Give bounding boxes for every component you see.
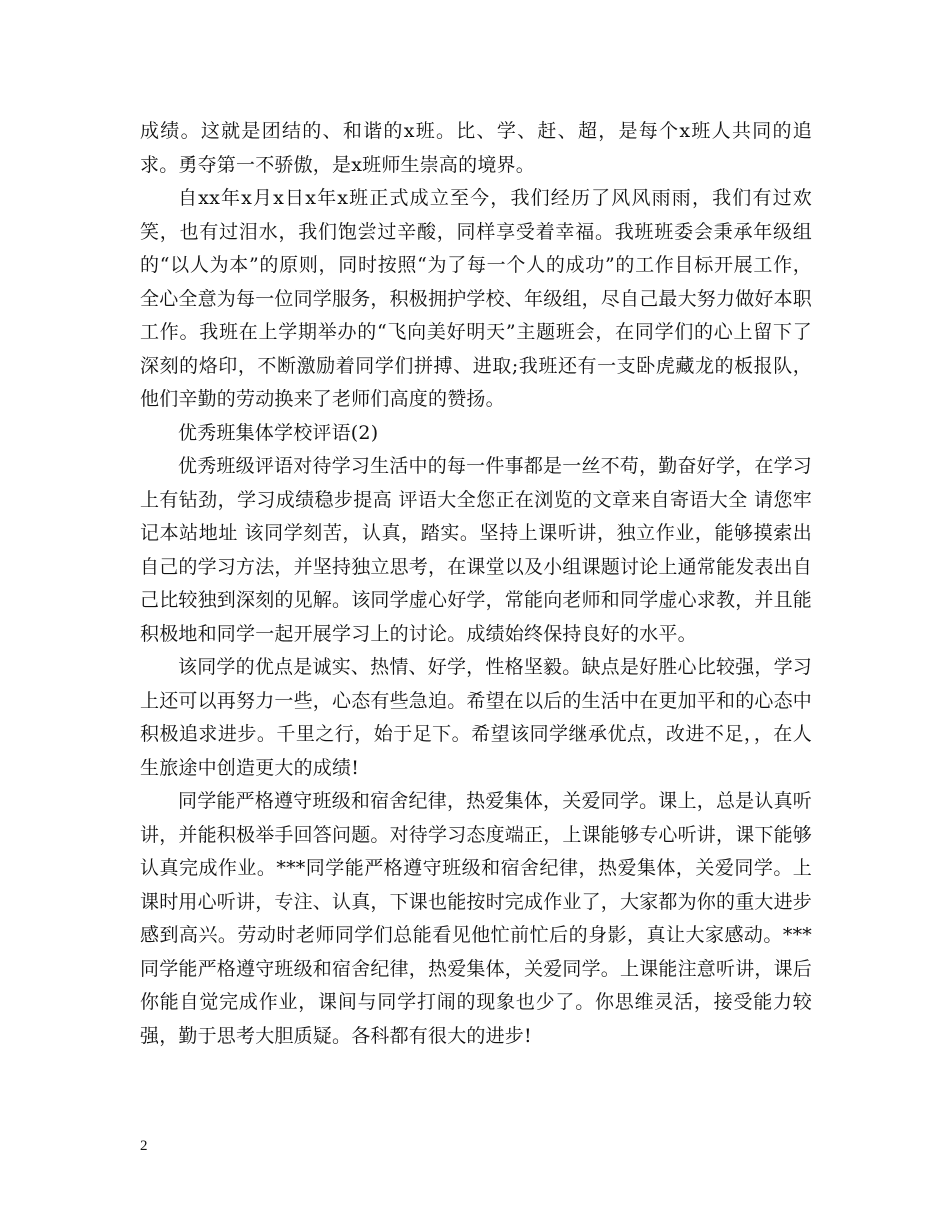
paragraph-2: 自xx年x月x日x年x班正式成立至今，我们经历了风风雨雨，我们有过欢笑，也有过泪水，我们饱尝过辛酸，同样享受着幸福。我班班委会秉承年级组的“以人为本”的原则，同时按照“为了每一个人的成功”的工作目标开展工作，全心全意为每一位同学服务，积极拥护学校、年级组，尽自己最大努力做好本职工作。我班在上学期举办的“飞向美好明天”主题班会，在同学们的心上留下了深刻的烙印，不断激励着同学们拼搏、进取;我班还有一支卧虎藏龙的板报队，他们辛勤的劳动换来了老师们高度的赞扬。 [140, 187, 813, 410]
paragraph-3: 优秀班级评语对待学习生活中的每一件事都是一丝不苟，勤奋好学，在学习上有钻劲，学习成绩稳步提高 评语大全您正在浏览的文章来自寄语大全 请您牢记本站地址 该同学刻苦，认真，踏实。坚持上课听讲，独立作业，能够摸索出自己的学习方法，并坚持独立思考，在课堂以及小组课题讨论上通常能发表出自己比较独到深刻的见解。该同学虚心好学，常能向老师和同学虚心求教，并且能积极地和同学一起开展学习上的讨论。成绩始终保持良好的水平。 [140, 455, 813, 645]
paragraph-4: 该同学的优点是诚实、热情、好学，性格坚毅。缺点是好胜心比较强，学习上还可以再努力一些，心态有些急迫。希望在以后的生活中在更加平和的心态中积极追求进步。千里之行，始于足下。希望该同学继承优点，改进不足，，在人生旅途中创造更大的成绩! [140, 656, 813, 779]
page-number: 2 [140, 1138, 148, 1154]
document-body [140, 115, 812, 1053]
paragraph-5: 同学能严格遵守班级和宿舍纪律，热爱集体，关爱同学。课上，总是认真听讲，并能积极举手回答问题。对待学习态度端正，上课能够专心听讲，课下能够认真完成作业。***同学能严格遵守班级和宿舍纪律，热爱集体，关爱同学。上课时用心听讲，专注、认真，下课也能按时完成作业了，大家都为你的重大进步感到高兴。劳动时老师同学们总能看见他忙前忙后的身影，真让大家感动。***同学能严格遵守班级和宿舍纪律，热爱集体，关爱同学。上课能注意听讲，课后你能自觉完成作业，课间与同学打闹的现象也少了。你思维灵活，接受能力较强，勤于思考大胆质疑。各科都有很大的进步! [140, 790, 813, 1047]
section-heading: 优秀班集体学校评语(2) [178, 421, 379, 444]
paragraph-1: 成绩。这就是团结的、和谐的x班。比、学、赶、超，是每个x班人共同的追求。勇夺第一不骄傲，是x班师生崇高的境界。 [140, 120, 812, 176]
